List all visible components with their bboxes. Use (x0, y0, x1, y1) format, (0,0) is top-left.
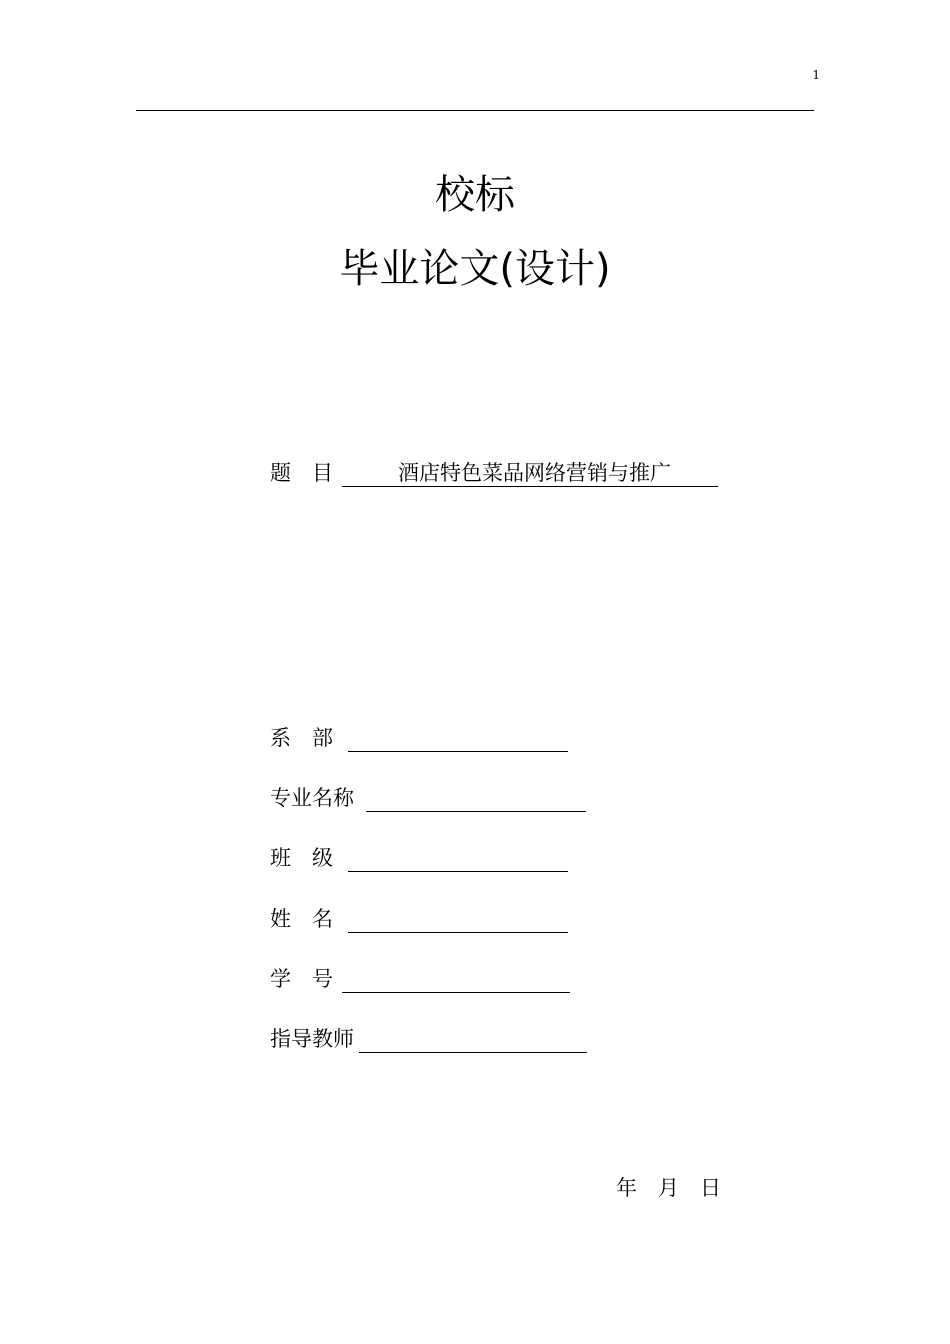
class-blank (348, 847, 568, 872)
student-id-blank (342, 968, 570, 993)
department-row (270, 724, 568, 752)
advisor-label: 指导教师 (270, 1027, 354, 1051)
page-number: 1 (812, 68, 820, 82)
thesis-title: 毕业论文(设计) (339, 246, 611, 292)
topic-row (270, 459, 718, 487)
class-row (270, 844, 568, 872)
date-month-label: 月 (658, 1176, 679, 1200)
topic-label: 题 目 (270, 461, 333, 485)
student-id-label: 学 号 (270, 967, 333, 991)
department-label: 系 部 (270, 726, 333, 750)
student-id-row (270, 965, 570, 993)
name-row (270, 905, 568, 933)
topic-value: 酒店特色菜品网络营销与推广 (342, 460, 718, 487)
major-label: 专业名称 (270, 786, 354, 810)
school-mark: 校标 (435, 172, 515, 218)
name-label: 姓 名 (270, 907, 333, 931)
header-rule (136, 110, 814, 111)
major-blank (366, 787, 586, 812)
advisor-row (270, 1025, 587, 1053)
class-label: 班 级 (270, 846, 333, 870)
name-blank (348, 908, 568, 933)
advisor-blank (359, 1028, 587, 1053)
major-row (270, 784, 586, 812)
date-year-label: 年 (616, 1176, 637, 1200)
department-blank (348, 727, 568, 752)
date-day-label: 日 (700, 1176, 721, 1200)
date-row (616, 1174, 721, 1202)
